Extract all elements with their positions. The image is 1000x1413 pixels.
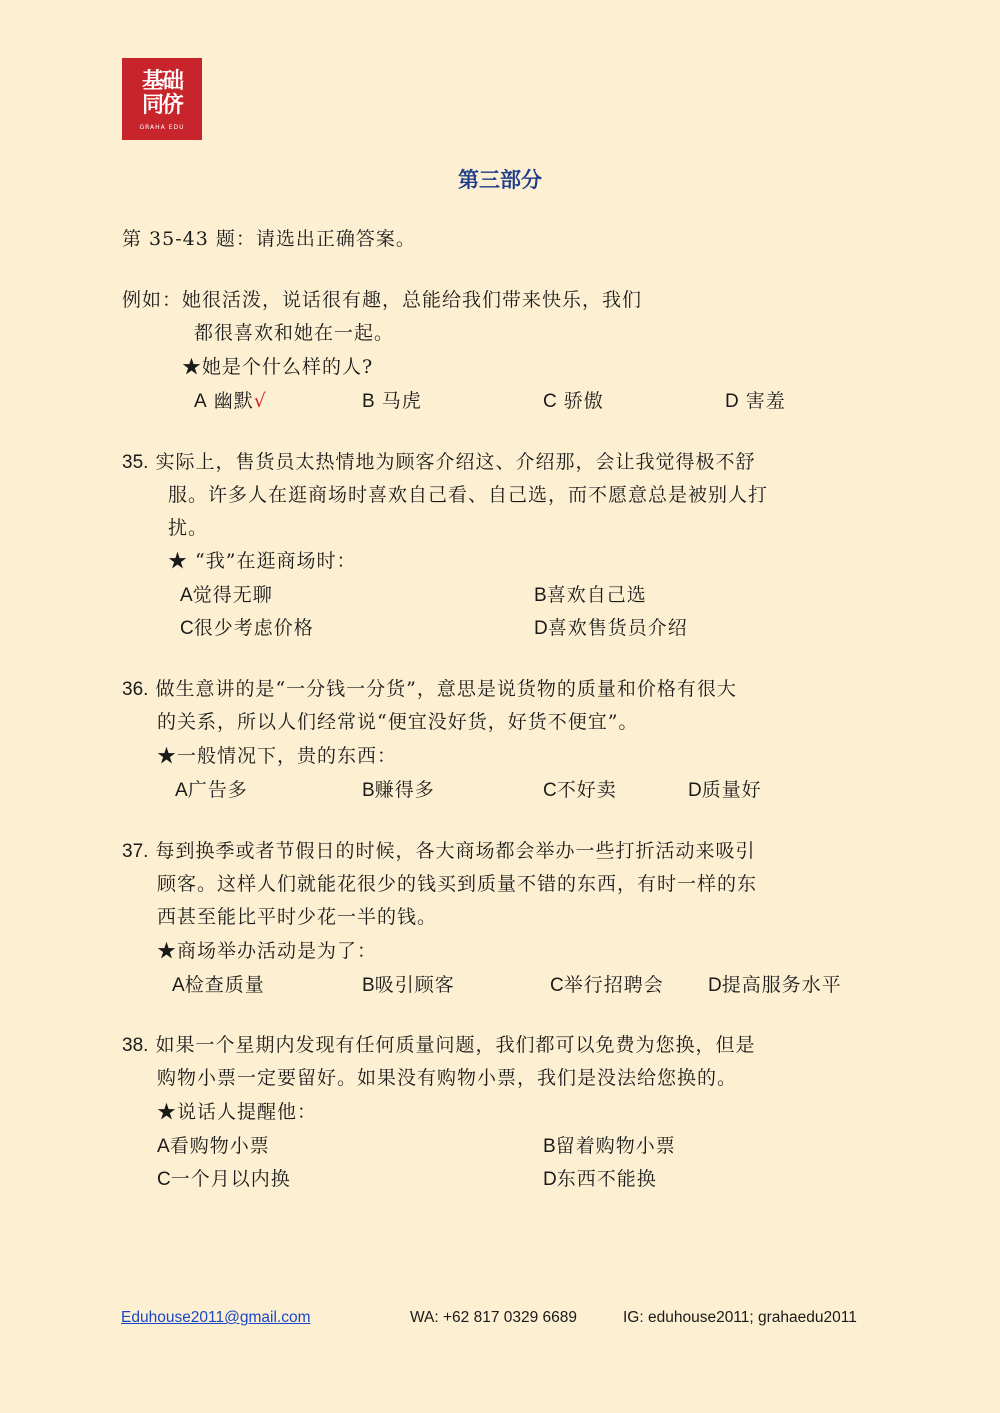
q35-question: ★ “我”在逛商场时：: [168, 550, 357, 572]
footer-email-link[interactable]: Eduhouse2011@gmail.com: [121, 1309, 311, 1326]
q37-line1: 37. 每到换季或者节假日的时候，各大商场都会举办一些打折活动来吸引: [122, 840, 756, 862]
q35-option-b: B喜欢自己选: [534, 584, 647, 606]
example-question: ★她是个什么样的人?: [182, 356, 374, 378]
q36-option-d: D质量好: [688, 779, 762, 801]
footer-whatsapp: WA: +62 817 0329 6689: [410, 1309, 578, 1326]
q35-option-d: D喜欢售货员介绍: [534, 617, 688, 639]
example-option-a: A 幽默√: [194, 390, 267, 412]
example-option-d: D 害羞: [725, 390, 786, 412]
example-prefix: 例如：: [122, 289, 183, 311]
section-title: 第三部分: [458, 168, 542, 192]
q37-number: 37.: [122, 841, 149, 862]
example-line1: [122, 288, 642, 312]
q37-option-a: A检查质量: [172, 974, 265, 996]
example-option-c: C 骄傲: [543, 390, 604, 412]
q35-option-a: A觉得无聊: [180, 584, 273, 606]
q36-line2: 的关系，所以人们经常说“便宜没好货，好货不便宜”。: [157, 711, 639, 733]
q38-line1: 38. 如果一个星期内发现有任何质量问题，我们都可以免费为您换，但是: [122, 1034, 756, 1056]
q36-option-c: C不好卖: [543, 779, 617, 801]
q38-option-c: C一个月以内换: [157, 1168, 291, 1190]
q35-line3: 扰。: [168, 517, 209, 539]
logo-glyphs-line1: 基础: [141, 69, 182, 94]
q38-option-a: A看购物小票: [157, 1135, 270, 1157]
example-option-b: B 马虎: [362, 390, 422, 412]
checkmark: √: [253, 390, 267, 412]
example-text-line1: 她很活泼，说话很有趣，总能给我们带来快乐，我们: [182, 289, 643, 311]
q38-option-d: D东西不能换: [543, 1168, 657, 1190]
logo-subtitle: GRAHA EDU: [139, 124, 185, 131]
q37-option-b: B吸引顾客: [362, 974, 455, 996]
q35-line1: 35. 实际上，售货员太热情地为顾客介绍这、介绍那，会让我觉得极不舒: [122, 451, 756, 473]
q35-number: 35.: [122, 452, 149, 473]
q38-question: ★说话人提醒他：: [157, 1101, 318, 1123]
logo: [122, 58, 202, 140]
q36-number: 36.: [122, 679, 149, 700]
q36-option-a: A广告多: [175, 779, 248, 801]
q38-line2: 购物小票一定要留好。如果没有购物小票，我们是没法给您换的。: [157, 1067, 738, 1089]
q35-option-c: C很少考虑价格: [180, 617, 314, 639]
q36-question: ★一般情况下，贵的东西：: [157, 745, 398, 767]
q36-option-b: B赚得多: [362, 779, 435, 801]
q37-question: ★商场举办活动是为了：: [157, 940, 378, 962]
q37-line3: 西甚至能比平时少花一半的钱。: [157, 906, 438, 928]
q36-line1: 36. 做生意讲的是“一分钱一分货”，意思是说货物的质量和价格有很大: [122, 678, 737, 700]
logo-glyphs-line2: 同侪: [141, 93, 182, 118]
q38-option-b: B留着购物小票: [543, 1135, 676, 1157]
q38-number: 38.: [122, 1035, 149, 1056]
footer-instagram: IG: eduhouse2011; grahaedu2011: [623, 1309, 857, 1326]
q37-option-d: D提高服务水平: [708, 974, 842, 996]
q37-option-c: C举行招聘会: [550, 974, 664, 996]
q37-line2: 顾客。这样人们就能花很少的钱买到质量不错的东西，有时一样的东: [157, 873, 758, 895]
instruction: 第 35-43 题：请选出正确答案。: [122, 228, 416, 250]
example-line2: 都很喜欢和她在一起。: [194, 322, 395, 344]
q35-line2: 服。许多人在逛商场时喜欢自己看、自己选，而不愿意总是被别人打: [168, 484, 769, 506]
